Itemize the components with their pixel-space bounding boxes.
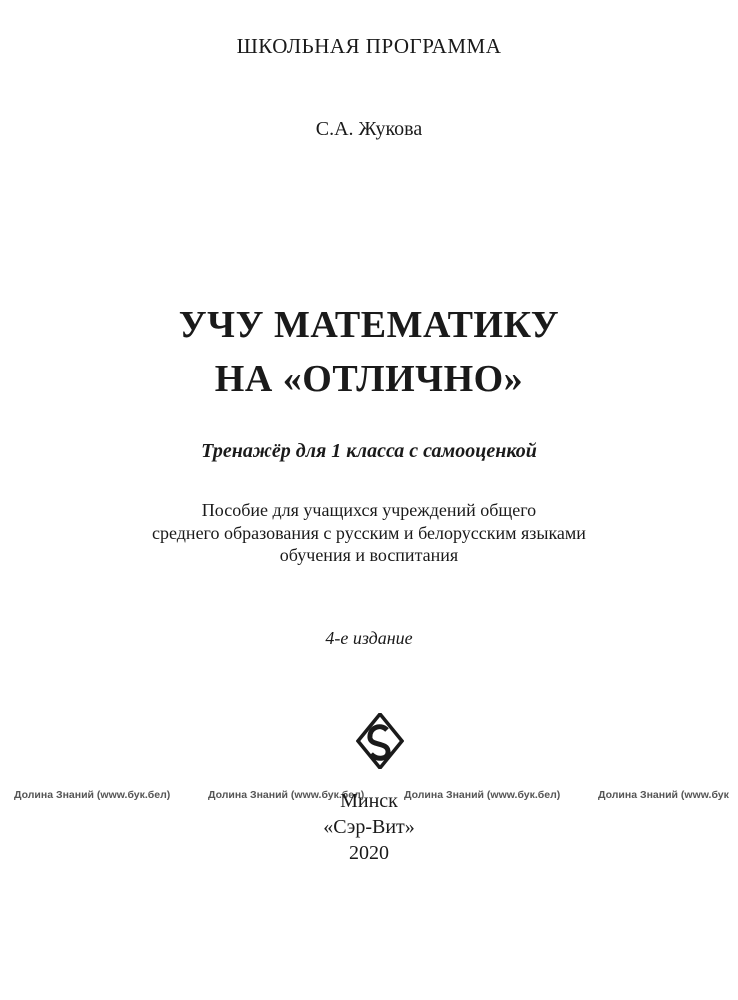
publisher-logo-icon [356,713,404,769]
imprint-year: 2020 [349,842,389,864]
book-title [0,298,738,406]
imprint-city: Минск [340,790,398,812]
description-line-3: обучения и воспитания [279,545,459,565]
description-line-2: среднего образования с русским и белорусским языками [152,522,586,543]
title-line-1: УЧУ МАТЕМАТИКУ [178,304,560,346]
book-subtitle: Тренажёр для 1 класса с самооценкой [201,440,537,462]
watermark-text: Долина Знаний (www.бук.бел) [208,789,365,801]
imprint [0,788,738,866]
watermark-text: Долина Знаний (www.бук [598,789,729,801]
series-name: ШКОЛЬНАЯ ПРОГРАММА [236,34,502,58]
edition-label: 4-е издание [325,628,413,648]
watermark-text: Долина Знаний (www.бук.бел) [14,789,171,801]
imprint-publisher: «Сэр-Вит» [323,816,415,838]
title-line-2: НА «ОТЛИЧНО» [214,358,524,400]
author-name: С.А. Жукова [315,118,423,140]
book-description [0,499,738,567]
description-line-1: Пособие для учащихся учреждений общего [201,500,537,520]
watermark-text: Долина Знаний (www.бук.бел) [404,789,561,801]
